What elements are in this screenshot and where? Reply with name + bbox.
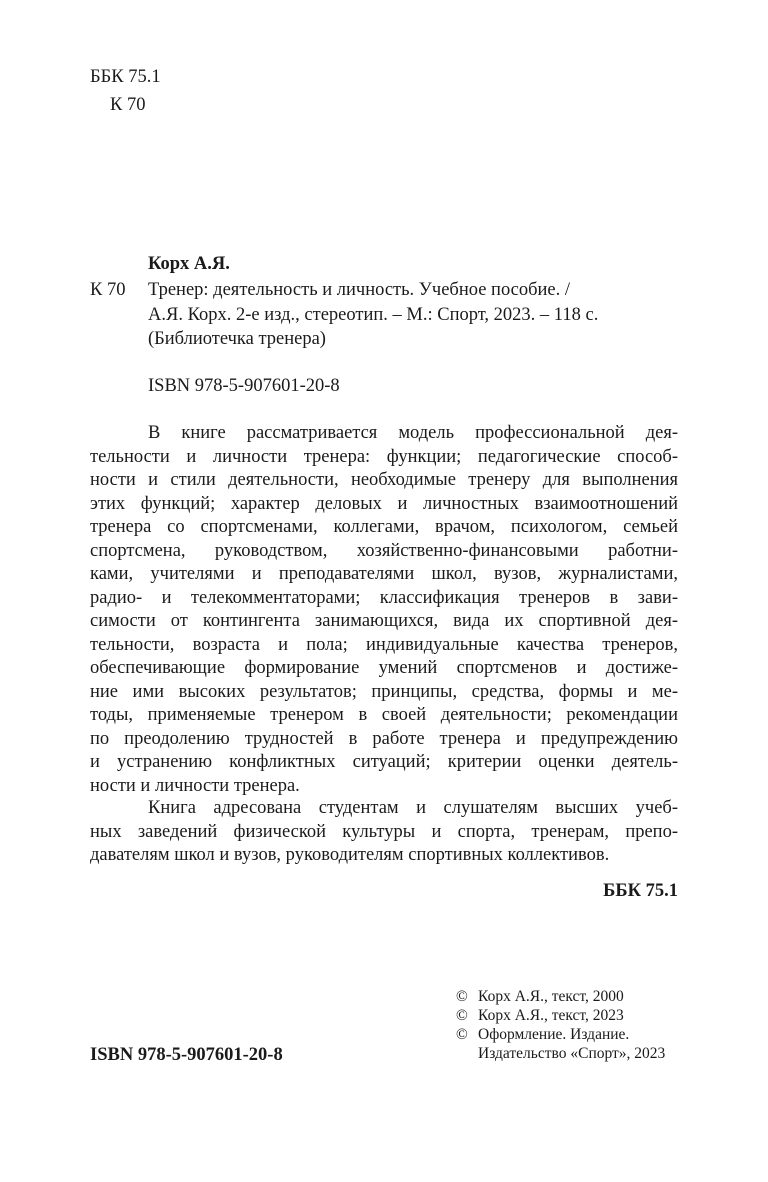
author-heading: Корх А.Я. xyxy=(148,254,230,274)
abstract-line: обеспечивающие формирование умений спортсменов и достиже- xyxy=(90,658,678,678)
bibliographic-description xyxy=(148,279,598,353)
copyright-line xyxy=(456,1025,665,1044)
abstract-line: ности и стили деятельности, необходимые тренеру для выполнения xyxy=(90,470,678,490)
abstract-line: тоды, применяемые тренером в своей деятельности; рекомендации xyxy=(90,705,678,725)
abstract-line: радио- и телекомментаторами; классификация тренеров в зави- xyxy=(90,587,678,608)
abstract-line: В книге рассматривается модель профессиональной дея- xyxy=(148,423,678,443)
audience-line: давателям школ и вузов, руководителям спортивных коллективов. xyxy=(90,845,610,865)
author-sign-top: К 70 xyxy=(110,95,146,115)
biblio-line: (Библиотечка тренера) xyxy=(148,329,326,349)
copyright-line xyxy=(456,1006,665,1025)
abstract-line: ности и личности тренера. xyxy=(90,775,300,796)
abstract-line: симости от контингента занимающихся, вида их спортивной дея- xyxy=(90,611,678,631)
isbn-bottom: ISBN 978-5-907601-20-8 xyxy=(90,1045,283,1065)
biblio-line: Тренер: деятельность и личность. Учебное пособие. / xyxy=(148,280,571,300)
abstract-line: этих функций; характер деловых и личностных взаимоотношений xyxy=(90,493,678,514)
abstract-line: тренера со спортсменами, коллегами, врачом, психологом, семьей xyxy=(90,517,678,537)
copyright-symbol: © xyxy=(456,988,468,1005)
copyright-text: Корх А.Я., текст, 2023 xyxy=(478,1007,624,1024)
audience-line: Книга адресована студентам и слушателям высших учеб- xyxy=(148,798,678,818)
copyright-block xyxy=(456,987,665,1063)
copyright-text: Оформление. Издание. xyxy=(478,1026,630,1043)
copyright-text: Корх А.Я., текст, 2000 xyxy=(478,988,624,1005)
copyright-line xyxy=(456,987,665,1006)
abstract-line: ние ими высоких результатов; принципы, средства, формы и ме- xyxy=(90,681,678,702)
abstract-paragraph xyxy=(90,422,678,798)
audience-paragraph xyxy=(90,797,678,868)
copyright-symbol: © xyxy=(456,1026,468,1043)
abstract-line: тельности и личности тренера: функции; педагогические способ- xyxy=(90,446,678,467)
publisher-line xyxy=(456,1044,665,1063)
bbk-index-bottom: ББК 75.1 xyxy=(603,881,678,901)
abstract-line: по преодолению трудностей в работе тренера и предупреждению xyxy=(90,728,678,749)
abstract-line: спортсмена, руководством, хозяйственно-финансовыми работни- xyxy=(90,540,678,561)
audience-line: ных заведений физической культуры и спорта, тренерам, препо- xyxy=(90,821,678,842)
bbk-index-top: ББК 75.1 xyxy=(90,67,161,87)
abstract-line: тельности, возраста и пола; индивидуальные качества тренеров, xyxy=(90,634,678,655)
biblio-line: А.Я. Корх. 2-е изд., стереотип. – М.: Спорт, 2023. – 118 с. xyxy=(148,304,599,325)
abstract-line: и устранению конфликтных ситуаций; критерии оценки деятель- xyxy=(90,752,678,772)
isbn-card: ISBN 978-5-907601-20-8 xyxy=(148,376,340,396)
publisher-text: Издательство «Спорт», 2023 xyxy=(478,1045,666,1062)
copyright-symbol: © xyxy=(456,1007,468,1024)
abstract-line: ками, учителями и преподавателями школ, вузов, журналистами, xyxy=(90,564,678,584)
card-author-sign: К 70 xyxy=(90,280,126,300)
